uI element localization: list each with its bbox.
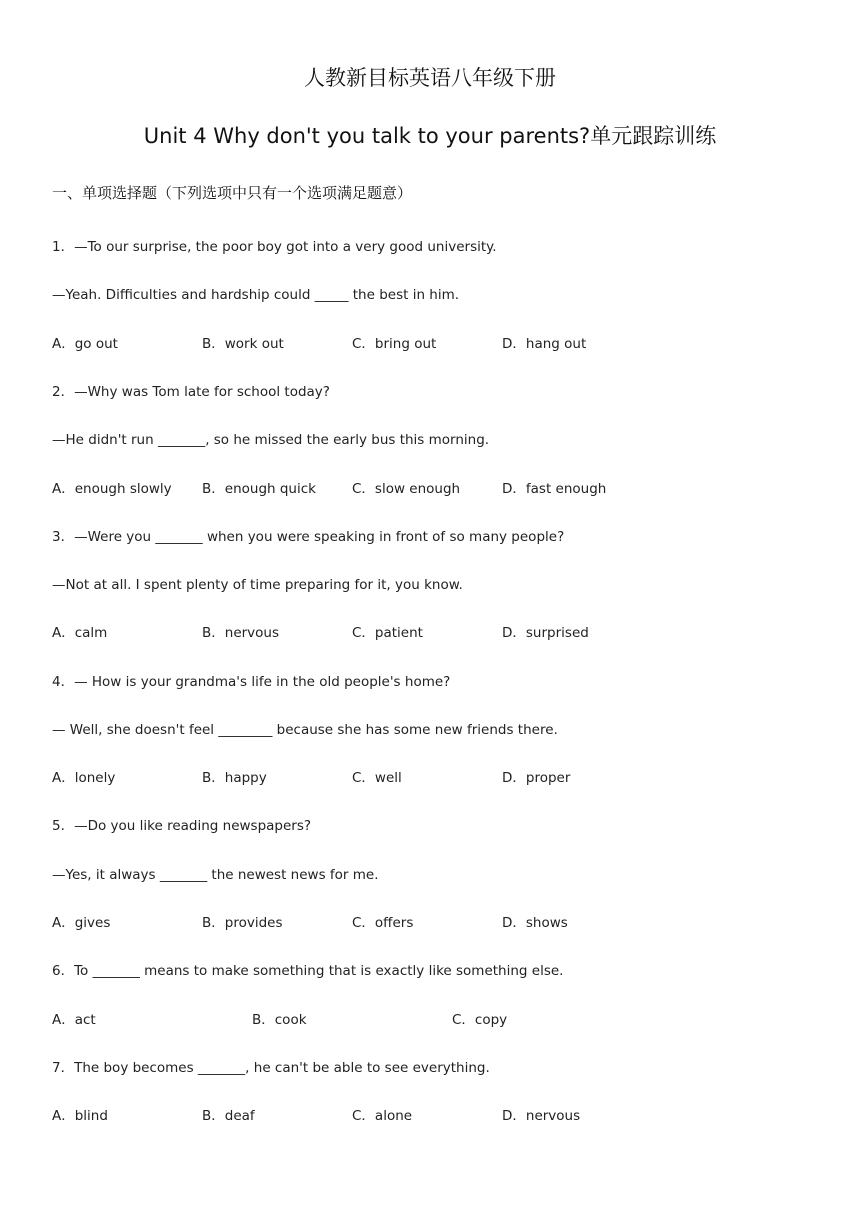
question-2-response: —He didn't run _______, so he missed the early bus this morning.: [52, 432, 490, 448]
question-2-option-b: B．enough quick: [202, 481, 316, 497]
question-1-option-a: A．go out: [52, 336, 118, 352]
question-4-response: — Well, she doesn't feel ________ because she has some new friends there.: [52, 722, 558, 738]
question-4-option-b: B．happy: [202, 770, 267, 786]
question-5-option-c: C．offers: [352, 915, 414, 931]
question-7-prompt: 7．The boy becomes _______, he can't be able to see everything.: [52, 1060, 490, 1076]
question-5-prompt: 5．—Do you like reading newspapers?: [52, 818, 312, 834]
question-5-option-b: B．provides: [202, 915, 283, 931]
question-2-prompt: 2．—Why was Tom late for school today?: [52, 384, 330, 400]
question-1-option-b: B．work out: [202, 336, 284, 352]
question-1-option-c: C．bring out: [352, 336, 437, 352]
document-title: 人教新目标英语八年级下册: [304, 66, 556, 90]
question-2-option-d: D．fast enough: [502, 481, 607, 497]
question-3-response: —Not at all. I spent plenty of time preparing for it, you know.: [52, 577, 463, 593]
question-4-option-a: A．lonely: [52, 770, 116, 786]
question-3-prompt: 3．—Were you _______ when you were speaking in front of so many people?: [52, 529, 565, 545]
question-7-option-d: D．nervous: [502, 1108, 581, 1124]
question-1-prompt: 1．—To our surprise, the poor boy got into a very good university.: [52, 239, 497, 255]
question-7-option-b: B．deaf: [202, 1108, 255, 1124]
document-subtitle: Unit 4 Why don't you talk to your parents?单元跟踪训练: [143, 124, 717, 148]
question-5-option-a: A．gives: [52, 915, 111, 931]
question-4-option-c: C．well: [352, 770, 402, 786]
question-3-option-b: B．nervous: [202, 625, 280, 641]
question-1-response: —Yeah. Difficulties and hardship could _____ the best in him.: [52, 287, 460, 303]
question-7-option-c: C．alone: [352, 1108, 413, 1124]
question-6-option-b: B．cook: [252, 1012, 307, 1028]
question-4-prompt: 4．— How is your grandma's life in the old people's home?: [52, 674, 451, 690]
question-2-option-a: A．enough slowly: [52, 481, 172, 497]
question-1-option-d: D．hang out: [502, 336, 587, 352]
question-6-option-a: A．act: [52, 1012, 96, 1028]
question-3-option-c: C．patient: [352, 625, 423, 641]
section-heading: 一、单项选择题（下列选项中只有一个选项满足题意）: [52, 184, 413, 202]
question-6-option-c: C．copy: [452, 1012, 508, 1028]
question-3-option-d: D．surprised: [502, 625, 589, 641]
question-5-response: —Yes, it always _______ the newest news for me.: [52, 867, 379, 883]
question-7-option-a: A．blind: [52, 1108, 108, 1124]
question-3-option-a: A．calm: [52, 625, 108, 641]
question-6-prompt: 6．To _______ means to make something that is exactly like something else.: [52, 963, 564, 979]
question-5-option-d: D．shows: [502, 915, 568, 931]
question-2-option-c: C．slow enough: [352, 481, 461, 497]
question-4-option-d: D．proper: [502, 770, 571, 786]
